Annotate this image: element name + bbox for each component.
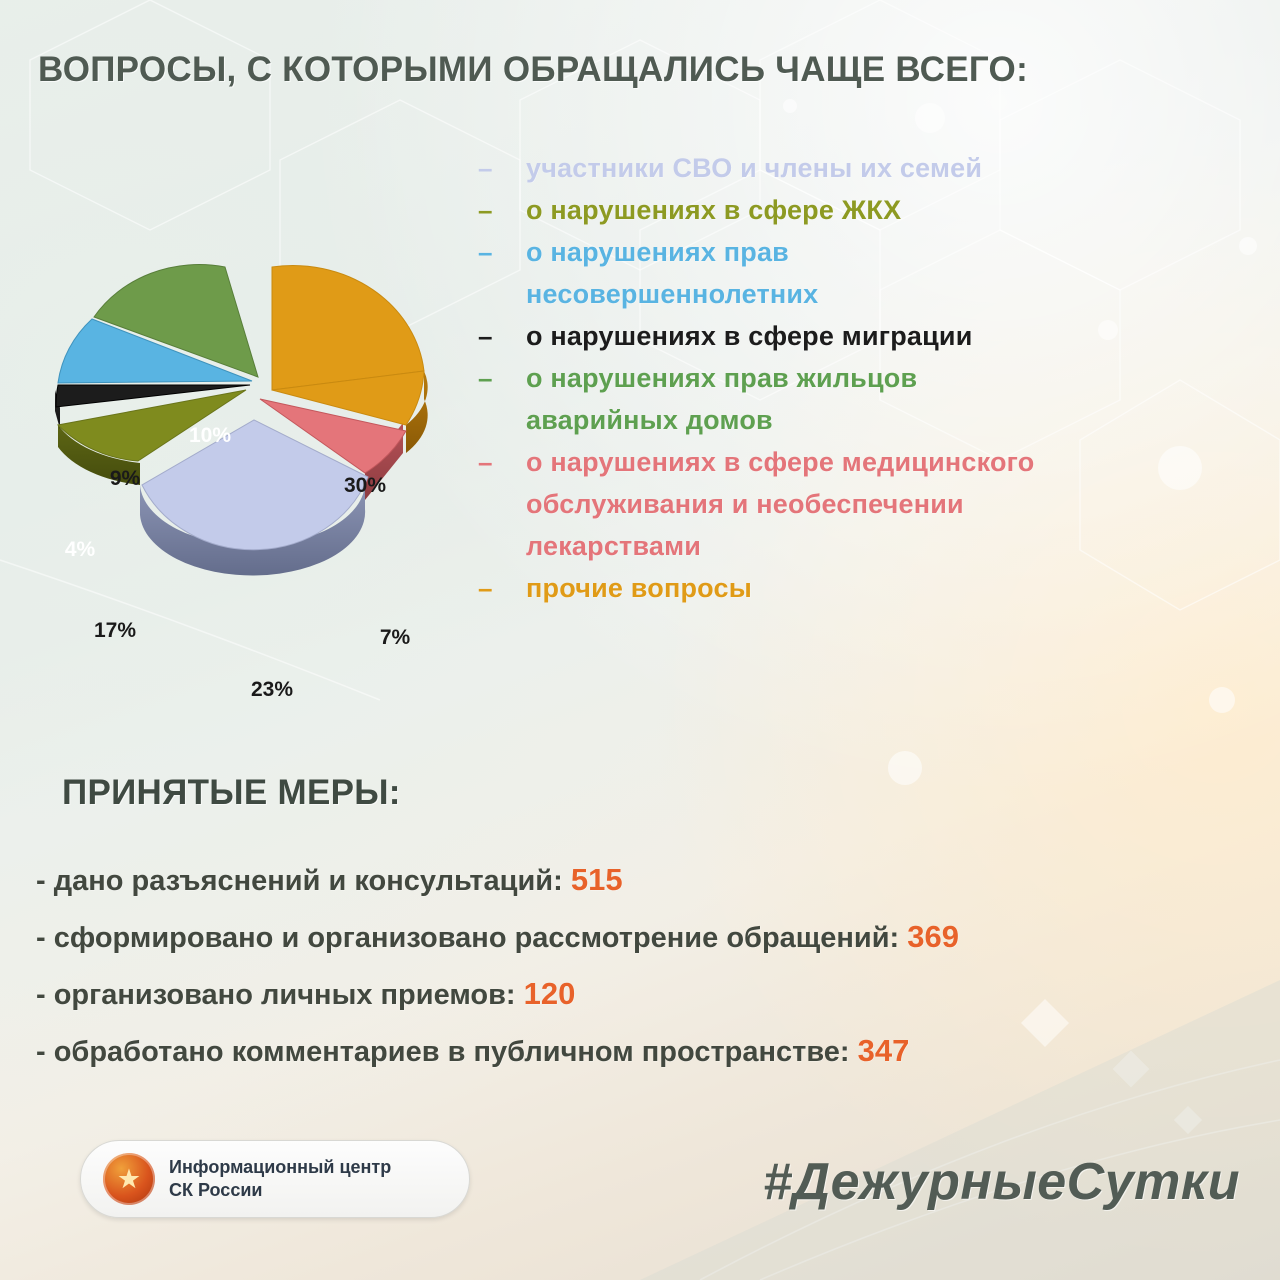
legend-list [470, 148, 1260, 610]
legend-dash-icon: – [478, 447, 493, 477]
organization-name-line1: Информационный центр [169, 1157, 392, 1177]
measure-value: 347 [857, 1033, 910, 1068]
pie-label-7: 7% [379, 626, 411, 649]
pie-label-30: 30% [343, 474, 387, 497]
legend-item-tenants-cont [470, 400, 1260, 440]
legend-item-medical-cont2 [470, 526, 1260, 566]
legend-dash-icon: – [478, 363, 493, 393]
measure-value: 369 [907, 919, 960, 954]
legend-label: аварийных домов [526, 405, 773, 435]
legend-label: о нарушениях в сфере миграции [526, 321, 973, 351]
measure-value: 515 [570, 862, 623, 897]
legend-dash-icon: – [478, 153, 493, 183]
legend-dash-icon: – [478, 573, 493, 603]
measure-row [36, 1023, 1256, 1080]
legend-item-medical-cont1 [470, 484, 1260, 524]
hashtag: #ДежурныеСутки [763, 1153, 1240, 1211]
legend-label: обслуживания и необеспечении [526, 489, 964, 519]
legend-label: лекарствами [526, 531, 702, 561]
measure-value: 120 [523, 976, 576, 1011]
emblem-icon: ★ [103, 1153, 155, 1205]
measure-row [36, 909, 1256, 966]
pie-chart [20, 185, 460, 701]
measure-label: - обработано комментариев в публичном пространстве: [36, 1036, 858, 1068]
organization-badge [80, 1140, 470, 1218]
measures-list [36, 852, 1256, 1080]
page-title: ВОПРОСЫ, С КОТОРЫМИ ОБРАЩАЛИСЬ ЧАЩЕ ВСЕГО: [38, 50, 1029, 89]
pie-label-9: 9% [109, 467, 141, 490]
organization-name [169, 1156, 391, 1202]
legend-item-zhkh [470, 190, 1260, 230]
legend-label: участники СВО и члены их семей [526, 153, 983, 183]
legend-item-minors-cont [470, 274, 1260, 314]
pie-label-23: 23% [250, 678, 294, 701]
legend-dash-icon: – [478, 195, 493, 225]
legend-dash-icon: – [478, 321, 493, 351]
organization-name-line2: СК России [169, 1180, 263, 1200]
pie-label-4: 4% [64, 538, 96, 561]
legend-label: о нарушениях прав жильцов [526, 363, 918, 393]
legend-label: о нарушениях в сфере ЖКХ [526, 195, 902, 225]
legend-item-tenants [470, 358, 1260, 398]
legend-label: прочие вопросы [526, 573, 752, 603]
legend-item-other [470, 568, 1260, 608]
measure-label: - дано разъяснений и консультаций: [36, 865, 571, 897]
measure-row [36, 966, 1256, 1023]
measure-label: - организовано личных приемов: [36, 979, 524, 1011]
measures-title: ПРИНЯТЫЕ МЕРЫ: [62, 773, 401, 812]
legend-label: несовершеннолетних [526, 279, 819, 309]
pie-label-10: 10% [188, 424, 232, 447]
legend-label: о нарушениях прав [526, 237, 789, 267]
measure-row [36, 852, 1256, 909]
legend-dash-icon: – [478, 237, 493, 267]
legend-item-medical [470, 442, 1260, 482]
measure-label: - сформировано и организовано рассмотрение обращений: [36, 922, 908, 954]
legend-item-migration [470, 316, 1260, 356]
legend-item-svo [470, 148, 1260, 188]
pie-label-17: 17% [93, 619, 137, 642]
legend-item-minors [470, 232, 1260, 272]
legend-label: о нарушениях в сфере медицинского [526, 447, 1035, 477]
